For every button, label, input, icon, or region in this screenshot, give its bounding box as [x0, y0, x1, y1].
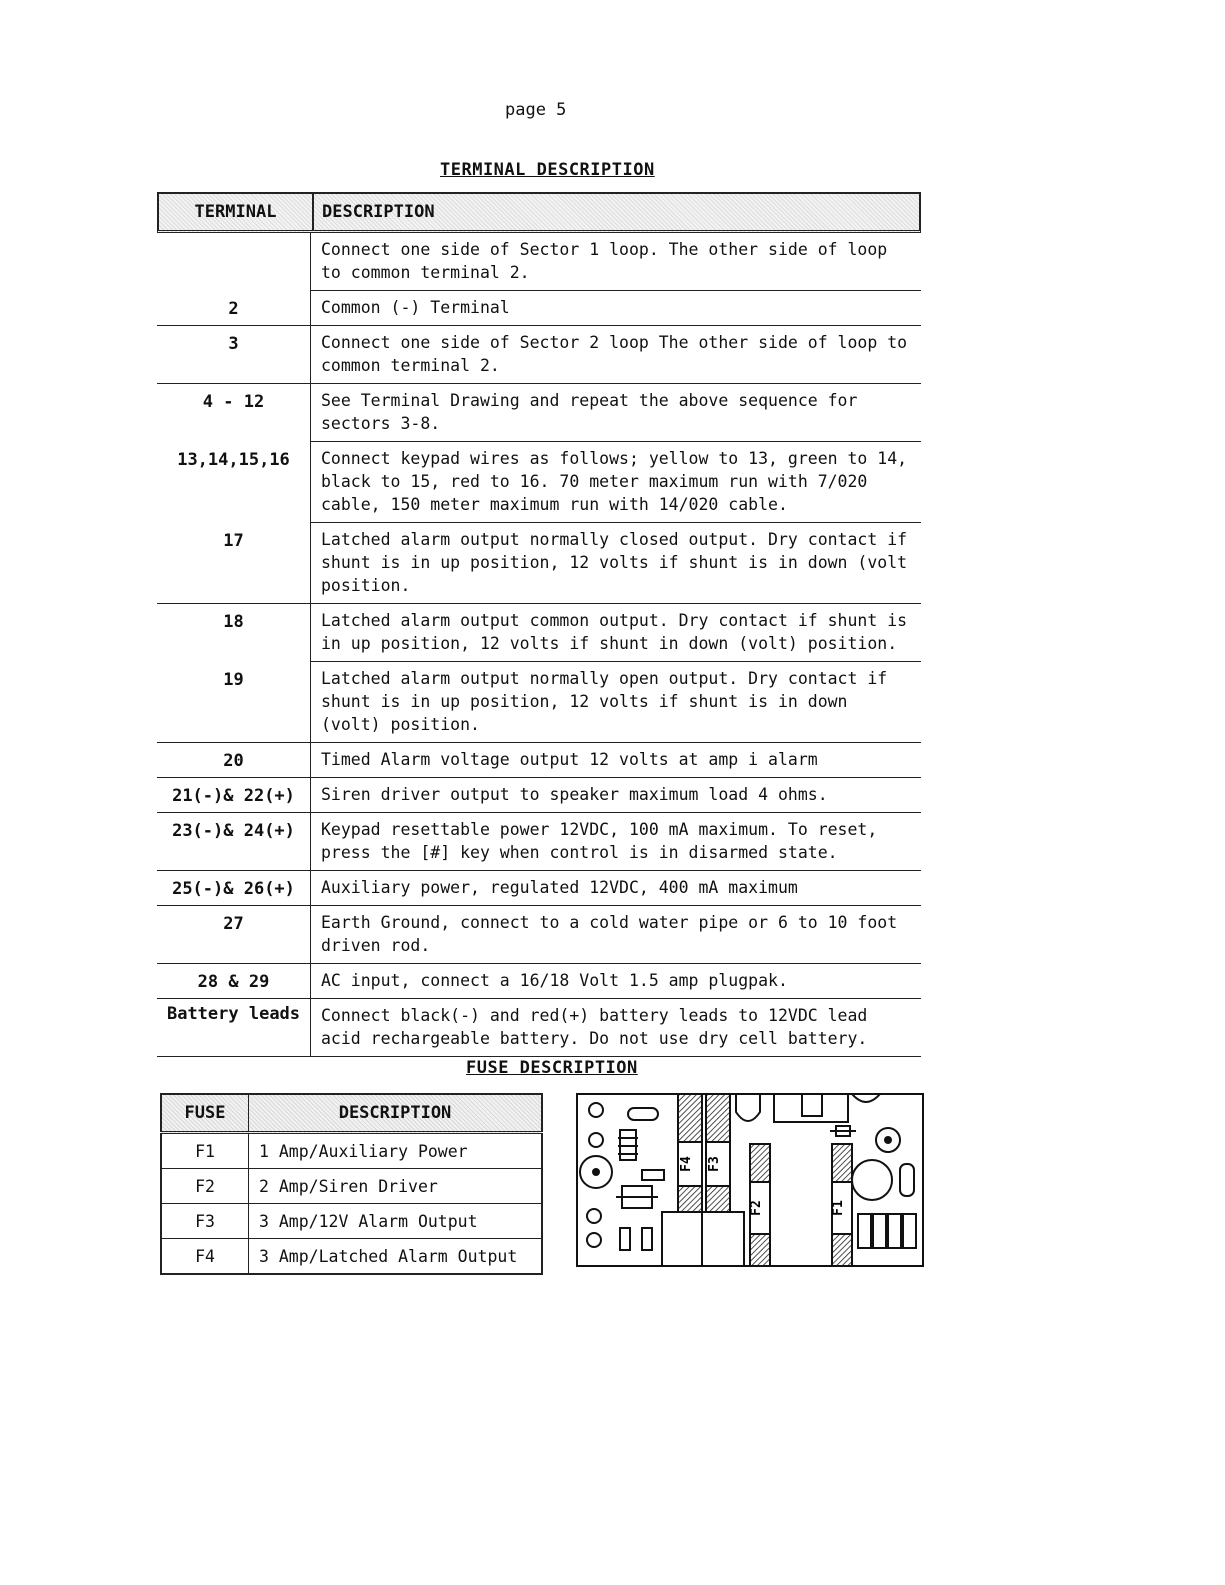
terminal-id: 13,14,15,16: [177, 450, 290, 470]
terminal-id: 27: [157, 906, 310, 964]
terminal-description: Earth Ground, connect to a cold water pipe or 6 to 10 foot driven rod.: [310, 906, 921, 964]
terminal-description: Connect one side of Sector 2 loop The other side of loop to common terminal 2.: [310, 326, 921, 384]
terminal-description: Connect black(-) and red(+) battery leads to 12VDC lead acid rechargeable battery. Do not use dry cell battery.: [310, 999, 921, 1057]
terminal-id: 28 & 29: [157, 964, 310, 999]
terminal-row: [157, 964, 921, 999]
fuse-id: F1: [161, 1133, 249, 1169]
terminal-description: Siren driver output to speaker maximum load 4 ohms.: [310, 778, 921, 813]
terminal-description: Latched alarm output common output. Dry contact if shunt is in up position, 12 volts if shunt in down (volt) position.: [310, 604, 921, 662]
terminal-row: [157, 999, 921, 1057]
fuse-description-column-header: DESCRIPTION: [249, 1094, 543, 1133]
terminal-description: Connect keypad wires as follows; yellow to 13, green to 14, black to 15, red to 16. 70 meter maximum run with 7/020 cable, 150 meter maximum run with 14/020 cable.: [310, 442, 921, 523]
terminal-description: Auxiliary power, regulated 12VDC, 400 mA maximum: [310, 871, 921, 906]
fuse-description: 3 Amp/Latched Alarm Output: [249, 1239, 543, 1275]
fuse-row: [161, 1133, 542, 1169]
fuse-row: [161, 1204, 542, 1239]
terminal-id: 21(-)& 22(+): [157, 778, 310, 813]
terminal-id: 4 - 12: [202, 392, 265, 412]
terminal-row: [157, 442, 921, 523]
terminal-row: [157, 233, 921, 291]
terminal-description: Common (-) Terminal: [310, 291, 921, 326]
terminal-description: Keypad resettable power 12VDC, 100 mA maximum. To reset, press the [#] key when control is in disarmed state.: [310, 813, 921, 871]
terminal-id: 23(-)& 24(+): [157, 813, 310, 871]
terminal-row: [157, 871, 921, 906]
terminal-description: Connect one side of Sector 1 loop. The other side of loop to common terminal 2.: [310, 233, 921, 291]
terminal-id: 18: [223, 612, 244, 632]
terminal-table: [157, 192, 921, 1057]
terminal-id: 3: [157, 326, 310, 384]
fuse-f2-label: F2: [749, 1200, 764, 1216]
terminal-description: Latched alarm output normally closed output. Dry contact if shunt is in up position, 12 volts if shunt is in down (volt position.: [310, 523, 921, 604]
fuse-f4-label: F4: [679, 1156, 694, 1172]
terminal-id: 20: [157, 743, 310, 778]
terminal-description: Latched alarm output normally open output. Dry contact if shunt is in up position, 12 volts if shunt is in down (volt) position.: [310, 662, 921, 743]
fuse-row: [161, 1239, 542, 1275]
terminal-column-header: TERMINAL: [159, 194, 314, 230]
terminal-id: 2: [157, 291, 310, 326]
fuse-id: F3: [161, 1204, 249, 1239]
terminal-description: See Terminal Drawing and repeat the above sequence for sectors 3-8.: [310, 384, 921, 442]
pcb-drawing-svg: [576, 1090, 924, 1268]
fuse-column-header: FUSE: [161, 1094, 249, 1133]
terminal-row: [157, 326, 921, 384]
page-number: page 5: [505, 100, 567, 120]
terminal-description: AC input, connect a 16/18 Volt 1.5 amp plugpak.: [310, 964, 921, 999]
terminal-section-title: TERMINAL DESCRIPTION: [440, 160, 655, 180]
fuse-f1-label: F1: [831, 1200, 846, 1216]
fuse-table-header: [161, 1094, 542, 1133]
pcb-fuse-drawing: [576, 1090, 924, 1268]
terminal-table-header: [157, 192, 921, 233]
terminal-id: 17: [157, 523, 310, 604]
fuse-id: F2: [161, 1169, 249, 1204]
terminal-row: [157, 604, 921, 662]
terminal-row: [157, 662, 921, 743]
fuse-description: 1 Amp/Auxiliary Power: [249, 1133, 543, 1169]
fuse-id: F4: [161, 1239, 249, 1275]
terminal-row: [157, 813, 921, 871]
terminal-id: 19: [157, 662, 310, 743]
terminal-row: [157, 291, 921, 326]
terminal-row: [157, 778, 921, 813]
terminal-id: [157, 233, 310, 291]
fuse-section-title: FUSE DESCRIPTION: [466, 1058, 638, 1078]
fuse-description: 2 Amp/Siren Driver: [249, 1169, 543, 1204]
terminal-row: [157, 523, 921, 604]
terminal-row: [157, 906, 921, 964]
terminal-description: Timed Alarm voltage output 12 volts at amp i alarm: [310, 743, 921, 778]
fuse-row: [161, 1169, 542, 1204]
terminal-row: [157, 743, 921, 778]
terminal-id: Battery leads: [157, 999, 310, 1057]
fuse-f3-label: F3: [707, 1156, 722, 1172]
fuse-description: 3 Amp/12V Alarm Output: [249, 1204, 543, 1239]
fuse-table: [160, 1093, 543, 1275]
description-column-header: DESCRIPTION: [322, 202, 435, 222]
terminal-id: 25(-)& 26(+): [157, 871, 310, 906]
terminal-row: [157, 384, 921, 442]
